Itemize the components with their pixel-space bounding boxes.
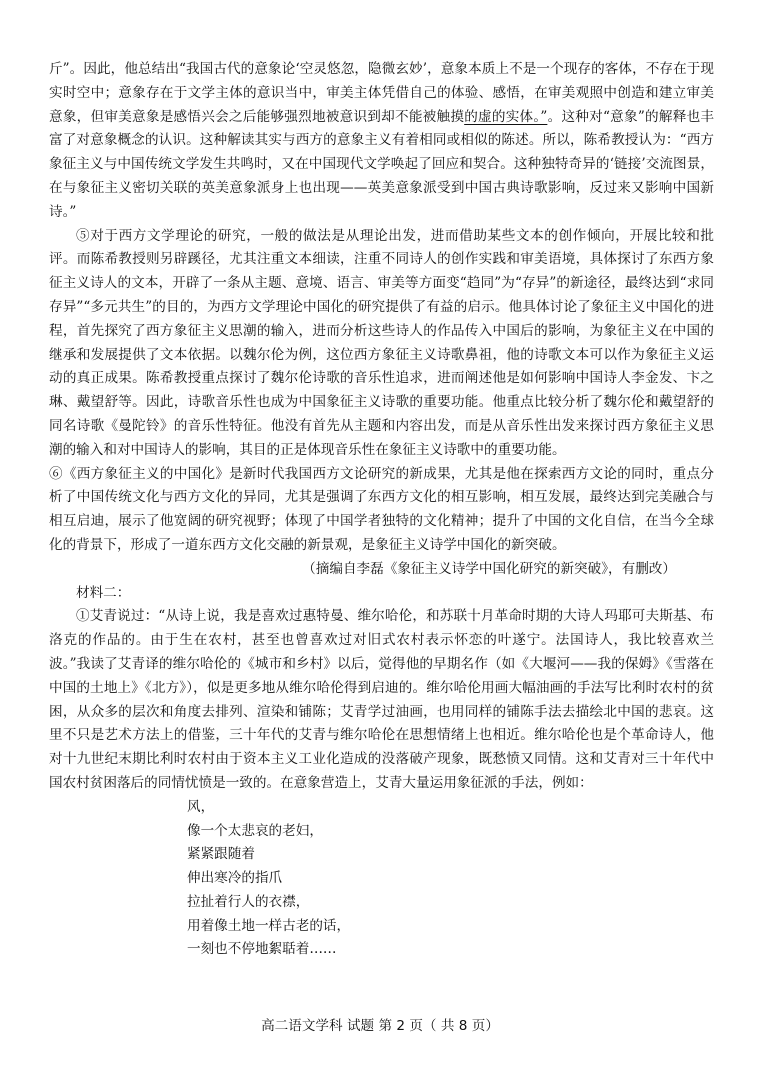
material1-source: （摘编自李磊《象征主义诗学中国化研究的新突破》，有删改） — [302, 560, 676, 577]
underlined-sentence: 的虚的实体。” — [464, 108, 548, 125]
page-footer: 高二语文学科 试题 第 2 页（ 共 8 页） — [261, 1018, 499, 1034]
poem-line: 像一个太悲哀的老妇， — [187, 822, 323, 839]
poem-line: 风， — [187, 798, 215, 815]
material2-label: 材料二： — [76, 584, 131, 601]
material1-paragraph-5: ⑤对于西方文学理论的研究，一般的做法是从理论出发，进而借助某些文本的创作倾向，开展比较和批评。而陈希教授则另辟蹊径，尤其注重文本细读，注重不同诗人的创作实践和审美语境，具体探讨了东西方象征主义诗人的文本，开辟了一条从主题、意境、语言、审美等方面变“趋同”为“存异”的新途径，最终达到“求同存异”“多元共生”的目的，为西方文学理论中国化的研究提供了有益的启示。他具体讨论了象征主义中国化的进程，首先探究了西方象征主义思潮的输入，进而分析这些诗人的作品传入中国后的影响，为象征主义在中国的继承和发展提供了文本依据。以魏尔伦为例，这位西方象征主义诗歌鼻祖，他的诗歌文本可以作为象征主义运动的真正成果。陈希教授重点探讨了魏尔伦诗歌的音乐性追求，进而阐述他是如何影响中国诗人李金发、卞之琳、戴望舒等。因此，诗歌音乐性也成为中国象征主义诗歌的重要功能。他重点比较分析了魏尔伦和戴望舒的同名诗歌《曼陀铃》的音乐性特征。他没有首先从主题和内容出发，而是从音乐性出发来探讨西方象征主义思潮的输入和对中国诗人的影响，其目的正是体现音乐性在象征主义诗歌中的重要功能。 — [49, 227, 714, 458]
poem-excerpt — [49, 796, 714, 963]
paragraph-text: 斤”。因此，他总结出“我国古代的意象论‘空灵悠忽，隐微玄妙’，意象本质上不是一个现存的客体，不存在于现实时空中；意象存在于文学主体的意识当中，审美主体凭借自己的体验、感悟，在审美观照中创造和建立审美意象，但审美意象是感悟兴会之后能够强烈地被意识到却不能被触摸 — [49, 61, 714, 125]
poem-line: 伸出寒冷的指爪 — [187, 870, 283, 887]
poem-line: 用着像土地一样古老的话， — [187, 917, 351, 934]
page-body — [49, 58, 714, 962]
material2-paragraph-1: ①艾青说过：“从诗上说，我是喜欢过惠特曼、维尔哈伦，和苏联十月革命时期的大诗人玛耶可夫斯基、布洛克的作品的。由于生在农村，甚至也曾喜欢过对旧式农村表示怀恋的叶遂宁。法国诗人，我比较喜欢兰波。”我读了艾青译的维尔哈伦的《城市和乡村》以后，觉得他的早期名作（如《大堰河——我的保姆》《雪落在中国的土地上》《北方》），似是更多地从维尔哈伦得到启迪的。维尔哈伦用画大幅油画的手法写比利时农村的贫困，从众多的层次和角度去排列、渲染和铺陈；艾青学过油画，也用同样的铺陈手法去描绘北中国的悲哀。这里不只是艺术方法上的借鉴，三十年代的艾青与维尔哈伦在思想情绪上也相近。维尔哈伦也是个革命诗人，他对十九世纪末期比利时农村由于资本主义工业化造成的没落破产现象，既愁愤又同情。这和艾青对三十年代中国农村贫困落后的同情忧愤是一致的。在意象营造上，艾青大量运用象征派的手法，例如： — [49, 608, 714, 791]
poem-line: 紧紧跟随着 — [187, 846, 255, 863]
material1-paragraph-6: ⑥《西方象征主义的中国化》是新时代我国西方文论研究的新成果，尤其是他在探索西方文论的同时，重点分析了中国传统文化与西方文化的异同，尤其是强调了东西方文化的相互影响，相互发展，最终达到完美融合与相互启迪，展示了他宽阔的研究视野；体现了中国学者独特的文化精神；提升了中国的文化自信，在当今全球化的背景下，形成了一道东西方文化交融的新景观，是象征主义诗学中国化的新突破。 — [49, 465, 714, 553]
paragraph-text: 。这种对“意象”的解释也丰富了对意象概念的认识。这种解读其实与西方的意象主义有着相同或相似的陈述。所以，陈希教授认为：“西方象征主义与中国传统文学发生共鸣时，又在中国现代文学唤起了回应和契合。这种独特奇异的‘链接’交流图景，在与象征主义密切关联的英美意象派身上也出现——英美意象派受到中国古典诗歌影响，反过来又影响中国新诗。” — [49, 108, 714, 220]
poem-line: 拉扯着行人的衣襟， — [187, 893, 310, 910]
poem-line: 一刻也不停地絮聒着…… — [187, 941, 337, 958]
material1-continued-paragraph — [49, 58, 714, 225]
